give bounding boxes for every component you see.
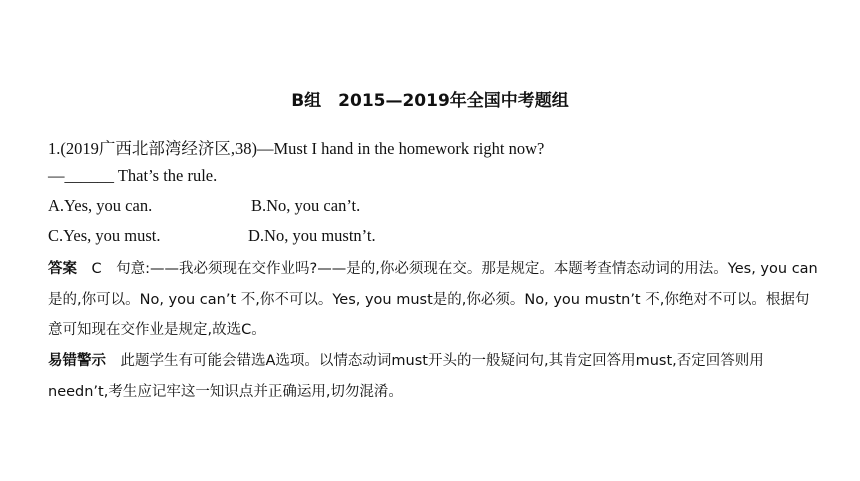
answer-label: 答案	[48, 261, 77, 277]
option-a: A.Yes, you can.	[48, 196, 153, 215]
option-c: C.Yes, you must.	[48, 226, 161, 245]
warning-text: 此题学生有可能会错选A选项。以情态动词must开头的一般疑问句,其肯定回答用must,否定回答则用needn’t,考生应记牢这一知识点并正确运用,切勿混淆。	[48, 353, 764, 400]
warning-paragraph	[48, 346, 818, 407]
options-row-2	[48, 226, 376, 246]
option-d: D.No, you mustn’t.	[248, 226, 376, 245]
question-response: —______ That’s the rule.	[48, 166, 218, 185]
answer-paragraph	[48, 254, 818, 346]
answer-text: C 句意:——我必须现在交作业吗?——是的,你必须现在交。那是规定。本题考查情态动词的用法。Yes, you can是的,你可以。No, you can’t 不,你不可以。Yes, you must是的,你必须。No, you mustn’t 不,你绝对不可以。根据句意可知现在交作业是规定,故选C。	[48, 261, 818, 338]
warning-label: 易错警示	[48, 353, 106, 369]
section-title: B组 2015—2019年全国中考题组	[291, 91, 569, 111]
option-b: B.No, you can’t.	[251, 196, 361, 215]
options-row-1	[48, 196, 361, 216]
question-stem: 1.(2019广西北部湾经济区,38)—Must I hand in the homework right now?	[48, 139, 545, 158]
